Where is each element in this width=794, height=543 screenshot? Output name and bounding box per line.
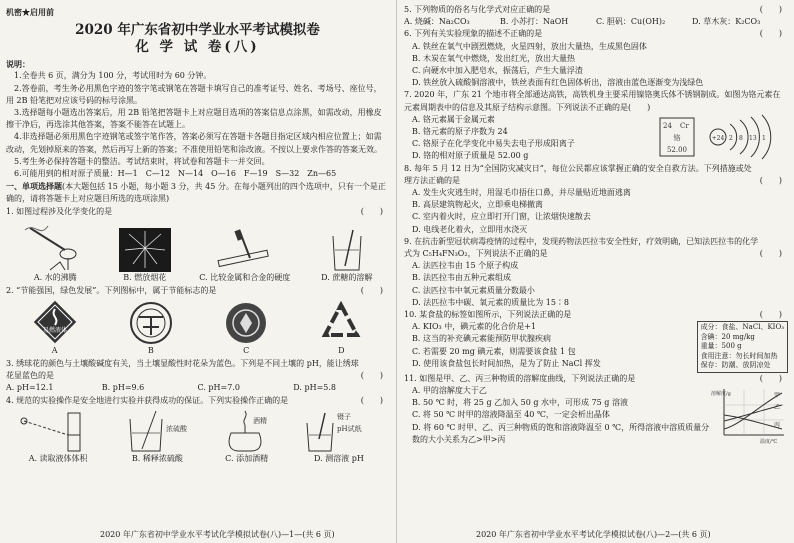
q7-option-c: C. 铬原子在化学变化中易失去电子形成阳离子 (412, 139, 575, 149)
q11-option-b: B. 50 ℃ 时，将 25 g 乙加入 50 g 水中，可形成 75 g 溶液 (412, 398, 628, 408)
q5-option-b: B. 小苏打：NaOH (500, 17, 569, 27)
q8-option-c: C. 室内着火时，应立即打开门窗，让浓烟快速散去 (412, 212, 591, 222)
q9-stem: 9. 在抗击新型冠状病毒疫情的过程中，发现药物法匹拉韦安全性好，疗效明确，已知法匹拉韦的化学式为 C₅H₄FN₃O₂，下列说法不正确的是 ( ) (404, 236, 782, 259)
q1-caption-c: C. 比较金属和合金的硬度 (199, 272, 291, 282)
q10-stem: 10. 某食盐的标签如图所示，下列说法正确的是 ( ) (404, 310, 782, 320)
q7-body (404, 114, 788, 163)
beaker-dilution-icon (122, 409, 192, 453)
water-saving-icon (129, 301, 173, 345)
series-label-jia: 甲 (774, 391, 781, 399)
chart-y-label: 溶解度/g (711, 390, 731, 397)
q1-stem: 1. 如图过程涉及化学变化的是 ( ) (6, 206, 383, 216)
q10-option-c: C. 若需要 20 mg 碘元素，则需要该食盐 1 包 (412, 346, 576, 356)
q4-figure-a (18, 409, 98, 464)
q6-stem: 6. 下列有关实验现象的描述不正确的是 ( ) (404, 29, 782, 39)
q2-figures (6, 299, 389, 356)
section-desc: (本大题包括 15 小题，每小题 3 分，共 45 分。在每小题列出的四个选项中，只有一个是正确的，请将答题卡上对应题目所选的选项涂黑) (6, 182, 386, 204)
cell-symbol: Cr (680, 121, 689, 130)
cell-name: 铬 (673, 133, 681, 142)
shell-1: 2 (729, 134, 733, 142)
footer-left: 2020 年广东省初中学业水平考试化学模拟试卷(八)—1—(共 6 页) (100, 530, 335, 539)
hazmat-label: 易燃液体 (42, 327, 67, 335)
q4-figure-d (301, 409, 377, 464)
q10-option-d: D. 使用该食盐包长时间加热，是为了防止 NaCl 挥发 (412, 358, 601, 368)
chart-x-label: 温度/℃ (760, 438, 778, 445)
q11-option-d: D. 将 60 ℃ 时甲、乙、丙三种物质的饱和溶液降温至 0 ℃，所得溶液中溶质质量分数的大小关系为乙>甲>丙 (412, 422, 710, 444)
cell-mass: 52.00 (666, 145, 688, 154)
right-page (404, 4, 788, 523)
q4-caption-b: B. 稀释浓硫酸 (131, 453, 183, 463)
q7-options (404, 114, 658, 163)
chromium-diagram (658, 114, 788, 160)
q4-figure-b (122, 409, 192, 464)
q4-caption-c: C. 添加酒精 (225, 453, 269, 463)
q8-option-a: A. 发生火灾逃生时，用湿毛巾捂住口鼻，并尽量贴近地面逃离 (412, 188, 631, 198)
flammable-liquid-icon (32, 299, 78, 345)
energy-saving-icon (224, 301, 268, 345)
q3-option-a: A. pH=12.1 (6, 383, 54, 393)
q7-option-a: A. 铬元素属于金属元素 (412, 114, 495, 124)
q8-option-b: B. 高层建筑物起火，立即乘电梯撤离 (412, 200, 543, 210)
q2-caption-b: B (147, 346, 154, 356)
q4-label-alcohol: 酒精 (252, 416, 267, 425)
q1-figure-d (319, 228, 375, 283)
q5-options (404, 16, 788, 28)
cell-number: 24 (663, 121, 672, 130)
q5-stem: 5. 下列物质的俗名与化学式对应正确的是 ( ) (404, 5, 782, 14)
fireworks-icon (119, 228, 171, 272)
salt-label-line: 成分：食盐、NaCl、KIO₃ (700, 323, 784, 332)
q10-option-a: A. KIO₃ 中，碘元素的化合价是+1 (412, 322, 537, 332)
q7-stem: 7. 2020 年，广东 21 个地市将全部通达高铁，高铁机身主要采用镍铬奥氏体不锈钢制成。如图为铬元素在元素周期表中的信息及其原子结构示意图。下列说法不正确的是( ) (404, 90, 781, 112)
alcohol-lamp-icon (217, 409, 277, 453)
q7-block (404, 89, 788, 162)
q7-option-b: B. 铬元素的原子序数为 24 (412, 127, 508, 137)
q1-figure-a (20, 220, 90, 283)
q3-options (6, 382, 389, 394)
q5-option-a: A. 烧碱：Na₂CO₃ (404, 17, 470, 27)
q1-caption-d: D. 蔗糖的溶解 (321, 272, 373, 282)
q10-block (404, 309, 788, 373)
note-item: 2.答卷前，考生务必用黑色字迹的签字笔或钢笔在答题卡填写自己的准考证号、姓名、考场号、座位号，用 2B 铅笔把对应该号码的标号涂黑。 (6, 83, 382, 105)
q3-option-b: B. pH=9.6 (101, 383, 145, 393)
q1-figure-c (199, 228, 290, 283)
q4-label-tweezers: 镊子 (336, 412, 351, 421)
q7-option-d: D. 铬的相对原子质量是 52.00 g (412, 151, 529, 161)
shell-4: 1 (762, 134, 766, 142)
q5-option-c: C. 胆矾：Cu(OH)₂ (596, 17, 666, 27)
sugar-dissolving-icon (319, 228, 375, 272)
q2-figure-d (319, 301, 363, 356)
notes-label: 说明： (6, 59, 30, 70)
q2-caption-d: D (338, 346, 345, 356)
nucleus-charge: +24 (711, 134, 725, 142)
q9-option-d: D. 法匹拉韦中碳、氧元素的质量比为 15∶8 (412, 297, 570, 307)
recycling-icon (319, 301, 363, 345)
q11-option-a: A. 甲的溶解度大于乙 (412, 385, 487, 395)
salt-label-box (697, 321, 788, 373)
series-label-yi: 乙 (774, 403, 781, 411)
boiling-water-icon (20, 220, 90, 272)
q3-option-d: D. pH=5.8 (293, 383, 336, 393)
q1-caption-a: A. 水的沸腾 (33, 272, 77, 282)
q11-body (404, 385, 788, 446)
note-item: 5.考生务必保持答题卡的整洁。考试结束时，将试卷和答题卡一并交回。 (14, 156, 270, 166)
q9-option-b: B. 法匹拉韦由五种元素组成 (412, 273, 511, 283)
metal-scratch-icon (210, 228, 280, 272)
q2-stem: 2. “节能强国，绿色发展”。下列图标中，属于节能标志的是 ( ) (6, 285, 383, 295)
q8-stem: 8. 每年 5 月 12 日为“全国防灾减灾日”，每位公民都应该掌握正确的安全自救方法。下列措施或处理方法正确的是 ( ) (404, 163, 782, 185)
page-divider (396, 0, 397, 543)
q3-option-c: C. pH=7.0 (197, 383, 240, 393)
q4-label-acid: 浓硫酸 (166, 424, 188, 433)
q1-figures (6, 220, 389, 283)
q1-figure-b (119, 228, 171, 283)
q4-caption-a: A. 读取液体体积 (28, 453, 88, 463)
note-item: 3.选择题每小题选出答案后，用 2B 铅笔把答题卡上对应题目选项的答案信息点涂黑，如需改动，用橡皮擦干净后，再选涂其他答案，答案不能答在试题上。 (6, 108, 382, 130)
q9-option-c: C. 法匹拉韦中氧元素质量分数最小 (412, 285, 535, 295)
exam-subtitle: 化 学 试 卷(八) (135, 39, 260, 56)
q4-caption-d: D. 测溶液 pH (313, 453, 364, 463)
salt-label-line: 含碘：20 mg/kg (700, 332, 755, 341)
confidential-tag: 机密★启用前 (6, 7, 54, 17)
q10-options (404, 321, 697, 373)
q5-option-d: D. 草木灰：K₂CO₃ (692, 17, 761, 27)
note-item: 6.可能用到的相对原子质量：H—1 C—12 N—14 O—16 F—19 S—32 Zn—65 (14, 169, 337, 179)
q2-figure-a (32, 299, 78, 356)
section-header (6, 180, 389, 205)
q6-option-d: D. 铁丝放入硫酸铜溶液中，铁丝表面有红色固体析出，溶液由蓝色逐渐变为浅绿色 (412, 78, 704, 88)
note-item: 4.非选择题必须用黑色字迹钢笔或签字笔作答，答案必须写在答题卡各题目指定区域内相应位置上；如需改动，先划掉原来的答案，然后再写上新的答案；不准使用铅笔和涂改液。不按以上要求作答的答案无效。 (6, 132, 382, 154)
q4-label-ph-paper: pH试纸 (336, 424, 362, 433)
q2-caption-c: C (243, 346, 250, 356)
q9-option-a: A. 法匹拉韦由 15 个原子构成 (412, 261, 519, 271)
salt-label-line: 保存：防潮、放阴凉处 (700, 361, 771, 370)
q2-figure-c (224, 301, 268, 356)
section-title: 一、单项选择题 (6, 181, 62, 192)
q2-caption-a: A (51, 346, 58, 356)
shell-2: 8 (739, 134, 743, 142)
q11-stem: 11. 如图是甲、乙、丙三种物质的溶解度曲线，下列说法正确的是 ( ) (404, 373, 782, 383)
ph-test-icon (301, 409, 377, 453)
q2-figure-b (129, 301, 173, 356)
q6-option-a: A. 铁丝在氧气中剧烈燃烧，火星四射，放出大量热，生成黑色固体 (412, 41, 647, 51)
shell-3: 13 (749, 134, 757, 142)
q6-option-c: C. 向硬水中加入肥皂水，振荡后，产生大量浮渣 (412, 66, 583, 76)
q11-option-c: C. 将 50 ℃ 时甲的溶液降温至 40 ℃，一定会析出晶体 (412, 410, 610, 420)
note-item: 1.全卷共 6 页，满分为 100 分，考试用时为 60 分钟。 (14, 71, 212, 81)
q6-option-b: B. 木炭在氧气中燃烧，发出红光，放出大量热 (412, 53, 575, 63)
q4-stem: 4. 规范的实验操作是安全地进行实验并获得成功的保证。下列实验操作正确的是 ( ) (6, 395, 383, 405)
q10-option-b: B. 这当的补充碘元素能预防甲状腺疾病 (412, 334, 551, 344)
solubility-chart (710, 385, 788, 445)
q10-body (404, 321, 788, 373)
q8-option-d: D. 电线老化着火，立即用水浇灭 (412, 224, 528, 234)
q4-figures (6, 409, 389, 464)
q3-stem: 3. 绣球花的颜色与土壤酸碱度有关，当土壤显酸性时花朵为蓝色。下列是不同土壤的 pH，能让绣球花显蓝色的是 ( ) (6, 359, 383, 381)
left-page (6, 4, 389, 523)
footer-right: 2020 年广东省初中学业水平考试化学模拟试卷(八)—2—(共 6 页) (476, 530, 711, 539)
q11-options (404, 385, 710, 446)
salt-label-line: 食用注意：勿长时间加热 (700, 351, 778, 360)
q1-caption-b: B. 燃放烟花 (123, 272, 167, 282)
series-label-bing: 丙 (774, 421, 781, 429)
exam-title: 2020 年广东省初中学业水平考试模拟卷 (75, 22, 320, 39)
graduated-cylinder-icon (18, 409, 98, 453)
salt-label-line: 重量：500 g (700, 342, 742, 351)
q4-figure-c (217, 409, 277, 464)
notes-list (6, 70, 389, 180)
